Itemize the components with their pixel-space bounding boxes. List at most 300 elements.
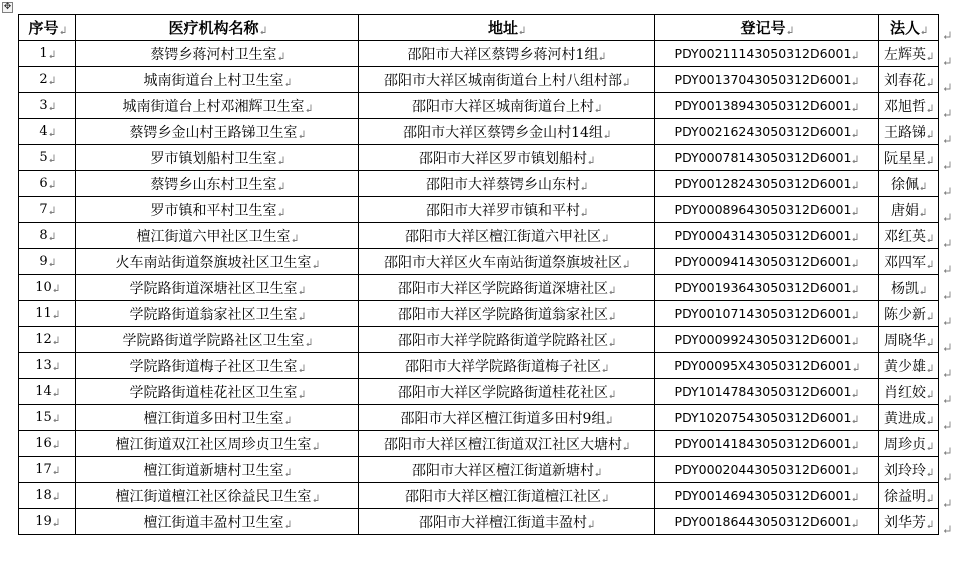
cell-serial-number[interactable]: [19, 249, 76, 275]
header-row: [19, 15, 939, 41]
cell-address[interactable]: [359, 327, 655, 353]
cell-institution-name[interactable]: [76, 223, 359, 249]
cell-registration-number[interactable]: [655, 327, 879, 353]
cell-legal-person-text: 周珍贞: [884, 436, 926, 453]
cell-end-mark-icon: [53, 518, 59, 526]
cell-address-text: 邵阳市大祥区城南街道台上村八组村部: [384, 72, 622, 89]
cell-registration-number[interactable]: [655, 145, 879, 171]
cell-registration-number-text: PDY00193643050312D6001: [674, 280, 852, 295]
cell-end-mark-icon: [927, 234, 933, 242]
cell-end-mark-icon: [609, 390, 615, 398]
cell-end-mark-icon: [285, 78, 291, 86]
header-institution-name[interactable]: [76, 15, 359, 41]
cell-registration-number-text: PDY00095X43050312D6001: [674, 358, 852, 373]
cell-address[interactable]: [359, 431, 655, 457]
cell-end-mark-icon: [53, 284, 59, 292]
cell-legal-person-text: 王路锑: [884, 124, 926, 141]
cell-serial-number[interactable]: [19, 509, 76, 535]
row-end-mark-icon: [943, 466, 951, 474]
row-end-mark-icon: [943, 414, 951, 422]
cell-legal-person[interactable]: [879, 509, 939, 535]
table-row: [19, 197, 939, 223]
cell-legal-person-text: 刘春花: [884, 72, 926, 89]
row-end-mark-icon: [943, 102, 951, 110]
cell-end-mark-icon: [581, 182, 587, 190]
cell-registration-number[interactable]: [655, 171, 879, 197]
cell-end-mark-icon: [927, 494, 933, 502]
cell-serial-number[interactable]: [19, 483, 76, 509]
header-address[interactable]: [359, 15, 655, 41]
cell-institution-name-text: 檀江街道檀江社区徐益民卫生室: [115, 488, 312, 505]
row-end-marks: [943, 14, 963, 556]
cell-end-mark-icon: [53, 492, 59, 500]
cell-serial-number-text: 10: [35, 280, 52, 295]
cell-address-text: 邵阳市大祥区火车南站街道祭旗坡社区: [384, 254, 622, 271]
cell-legal-person[interactable]: [879, 353, 939, 379]
cell-legal-person[interactable]: [879, 145, 939, 171]
table-move-handle-icon[interactable]: ✥: [3, 2, 12, 12]
cell-end-mark-icon: [602, 364, 608, 372]
cell-serial-number-text: 4: [39, 124, 48, 139]
cell-end-mark-icon: [278, 52, 284, 60]
cell-registration-number[interactable]: [655, 249, 879, 275]
cell-end-mark-icon: [49, 50, 55, 58]
cell-institution-name[interactable]: [76, 67, 359, 93]
cell-end-mark-icon: [623, 442, 629, 450]
cell-serial-number-text: 19: [35, 514, 52, 529]
cell-serial-number-text: 3: [39, 98, 48, 113]
cell-end-mark-icon: [599, 52, 605, 60]
cell-end-mark-icon: [49, 102, 55, 110]
cell-address-text: 邵阳市大祥蔡锷乡山东村: [426, 176, 580, 193]
cell-address[interactable]: [359, 145, 655, 171]
cell-institution-name-text: 檀江街道多田村卫生室: [143, 410, 284, 427]
cell-end-mark-icon: [927, 390, 933, 398]
cell-registration-number-text: PDY00137043050312D6001: [674, 72, 852, 87]
cell-institution-name-text: 蔡锷乡金山村王路锑卫生室: [129, 124, 298, 141]
cell-address[interactable]: [359, 509, 655, 535]
cell-legal-person[interactable]: [879, 405, 939, 431]
cell-institution-name[interactable]: [76, 457, 359, 483]
cell-legal-person[interactable]: [879, 171, 939, 197]
cell-registration-number[interactable]: [655, 301, 879, 327]
cell-address[interactable]: [359, 353, 655, 379]
cell-address[interactable]: [359, 93, 655, 119]
cell-address-text: 邵阳市大祥区学院路街道翁家社区: [398, 306, 608, 323]
cell-end-mark-icon: [299, 390, 305, 398]
cell-serial-number[interactable]: [19, 119, 76, 145]
cell-registration-number[interactable]: [655, 275, 879, 301]
cell-address[interactable]: [359, 301, 655, 327]
cell-end-mark-icon: [595, 468, 601, 476]
header-legal-person-text: 法人: [889, 19, 920, 37]
cell-registration-number[interactable]: [655, 509, 879, 535]
cell-institution-name[interactable]: [76, 379, 359, 405]
cell-legal-person[interactable]: [879, 119, 939, 145]
cell-institution-name-text: 火车南站街道祭旗坡社区卫生室: [115, 254, 312, 271]
cell-end-mark-icon: [852, 441, 858, 449]
cell-end-mark-icon: [927, 104, 933, 112]
cell-address[interactable]: [359, 249, 655, 275]
cell-end-mark-icon: [920, 208, 926, 216]
cell-institution-name[interactable]: [76, 171, 359, 197]
cell-end-mark-icon: [581, 208, 587, 216]
cell-serial-number-text: 8: [39, 228, 48, 243]
table-row: [19, 483, 939, 509]
row-end-mark-icon: [943, 310, 951, 318]
cell-end-mark-icon: [852, 519, 858, 527]
cell-address[interactable]: [359, 119, 655, 145]
cell-legal-person-text: 肖红姣: [884, 384, 926, 401]
cell-end-mark-icon: [285, 520, 291, 528]
cell-end-mark-icon: [927, 156, 933, 164]
table-row: [19, 379, 939, 405]
cell-legal-person-text: 黄少雄: [884, 358, 926, 375]
cell-institution-name[interactable]: [76, 353, 359, 379]
cell-end-mark-icon: [313, 494, 319, 502]
table-row: [19, 249, 939, 275]
cell-registration-number-text: PDY00020443050312D6001: [674, 462, 852, 477]
row-end-mark-icon: [943, 440, 951, 448]
cell-address-text: 邵阳市大祥学院路街道学院路社区: [398, 332, 608, 349]
header-registration-number[interactable]: [655, 15, 879, 41]
cell-end-mark-icon: [927, 130, 933, 138]
cell-serial-number[interactable]: [19, 197, 76, 223]
cell-end-mark-icon: [927, 52, 933, 60]
cell-address[interactable]: [359, 197, 655, 223]
cell-end-mark-icon: [606, 416, 612, 424]
cell-legal-person-text: 黄进成: [884, 410, 926, 427]
cell-end-mark-icon: [260, 26, 266, 34]
cell-institution-name[interactable]: [76, 431, 359, 457]
cell-end-mark-icon: [299, 364, 305, 372]
cell-serial-number[interactable]: [19, 431, 76, 457]
cell-legal-person-text: 邓四军: [884, 254, 926, 271]
table-row: [19, 431, 939, 457]
cell-address-text: 邵阳市大祥区蔡锷乡蒋河村1组: [407, 46, 599, 63]
cell-registration-number[interactable]: [655, 405, 879, 431]
cell-end-mark-icon: [852, 207, 858, 215]
cell-registration-number-text: PDY00043143050312D6001: [674, 228, 852, 243]
cell-end-mark-icon: [299, 130, 305, 138]
cell-end-mark-icon: [306, 104, 312, 112]
cell-end-mark-icon: [278, 208, 284, 216]
cell-registration-number-text: PDY10147843050312D6001: [674, 384, 852, 399]
cell-registration-number[interactable]: [655, 457, 879, 483]
cell-end-mark-icon: [927, 416, 933, 424]
cell-end-mark-icon: [588, 156, 594, 164]
cell-serial-number-text: 5: [39, 150, 48, 165]
row-end-mark-icon: [943, 336, 951, 344]
cell-registration-number[interactable]: [655, 119, 879, 145]
cell-registration-number[interactable]: [655, 93, 879, 119]
table-row: [19, 67, 939, 93]
cell-serial-number-text: 12: [35, 332, 52, 347]
cell-registration-number[interactable]: [655, 223, 879, 249]
cell-legal-person-text: 邓旭哲: [884, 98, 926, 115]
cell-legal-person[interactable]: [879, 301, 939, 327]
cell-legal-person[interactable]: [879, 275, 939, 301]
cell-end-mark-icon: [927, 260, 933, 268]
cell-end-mark-icon: [53, 310, 59, 318]
cell-end-mark-icon: [292, 234, 298, 242]
cell-registration-number-text: PDY00146943050312D6001: [674, 488, 852, 503]
table-row: [19, 275, 939, 301]
cell-institution-name-text: 罗市镇划船村卫生室: [150, 150, 277, 167]
cell-end-mark-icon: [852, 337, 858, 345]
cell-institution-name[interactable]: [76, 327, 359, 353]
cell-address-text: 邵阳市大祥区檀江街道多田村9组: [400, 410, 606, 427]
cell-legal-person[interactable]: [879, 93, 939, 119]
cell-end-mark-icon: [285, 416, 291, 424]
cell-legal-person[interactable]: [879, 379, 939, 405]
header-serial-number-text: 序号: [28, 19, 59, 37]
cell-institution-name-text: 学院路街道翁家社区卫生室: [129, 306, 298, 323]
cell-legal-person[interactable]: [879, 431, 939, 457]
table-row: [19, 41, 939, 67]
cell-address[interactable]: [359, 171, 655, 197]
cell-registration-number[interactable]: [655, 197, 879, 223]
cell-address-text: 邵阳市大祥区学院路街道深塘社区: [398, 280, 608, 297]
cell-registration-number[interactable]: [655, 353, 879, 379]
cell-serial-number-text: 17: [35, 462, 52, 477]
cell-serial-number[interactable]: [19, 457, 76, 483]
cell-end-mark-icon: [920, 182, 926, 190]
cell-end-mark-icon: [927, 338, 933, 346]
cell-end-mark-icon: [278, 156, 284, 164]
cell-registration-number-text: PDY00138943050312D6001: [674, 98, 852, 113]
cell-serial-number-text: 9: [39, 254, 48, 269]
cell-end-mark-icon: [49, 128, 55, 136]
cell-institution-name-text: 檀江街道新塘村卫生室: [143, 462, 284, 479]
row-end-mark-icon: [943, 258, 951, 266]
cell-end-mark-icon: [623, 260, 629, 268]
cell-end-mark-icon: [921, 26, 927, 34]
cell-serial-number[interactable]: [19, 405, 76, 431]
cell-end-mark-icon: [53, 440, 59, 448]
cell-end-mark-icon: [927, 312, 933, 320]
cell-end-mark-icon: [853, 363, 859, 371]
cell-address[interactable]: [359, 275, 655, 301]
cell-legal-person-text: 徐益明: [884, 488, 926, 505]
cell-serial-number-text: 1: [39, 46, 48, 61]
table-row: [19, 145, 939, 171]
cell-end-mark-icon: [53, 466, 59, 474]
cell-address[interactable]: [359, 379, 655, 405]
cell-registration-number-text: PDY10207543050312D6001: [674, 410, 852, 425]
cell-legal-person[interactable]: [879, 223, 939, 249]
header-address-text: 地址: [487, 19, 518, 37]
cell-registration-number[interactable]: [655, 431, 879, 457]
cell-legal-person[interactable]: [879, 41, 939, 67]
table-row: [19, 301, 939, 327]
cell-institution-name[interactable]: [76, 93, 359, 119]
header-registration-number-text: 登记号: [740, 19, 786, 37]
row-end-mark-icon: [943, 154, 951, 162]
cell-end-mark-icon: [602, 234, 608, 242]
cell-legal-person[interactable]: [879, 249, 939, 275]
cell-serial-number[interactable]: [19, 327, 76, 353]
cell-end-mark-icon: [53, 414, 59, 422]
cell-address[interactable]: [359, 67, 655, 93]
cell-end-mark-icon: [852, 77, 858, 85]
cell-institution-name[interactable]: [76, 197, 359, 223]
cell-institution-name[interactable]: [76, 275, 359, 301]
cell-registration-number[interactable]: [655, 67, 879, 93]
cell-institution-name-text: 城南街道台上村邓湘辉卫生室: [122, 98, 305, 115]
cell-address-text: 邵阳市大祥区罗市镇划船村: [419, 150, 587, 167]
cell-registration-number-text: PDY00211143050312D6001: [674, 46, 852, 61]
cell-end-mark-icon: [852, 155, 858, 163]
cell-institution-name-text: 蔡锷乡山东村卫生室: [150, 176, 277, 193]
cell-serial-number[interactable]: [19, 171, 76, 197]
cell-end-mark-icon: [313, 442, 319, 450]
cell-serial-number[interactable]: [19, 67, 76, 93]
cell-end-mark-icon: [852, 389, 858, 397]
cell-serial-number-text: 15: [35, 410, 52, 425]
cell-serial-number-text: 13: [35, 358, 52, 373]
cell-end-mark-icon: [852, 311, 858, 319]
table-row: [19, 509, 939, 535]
cell-end-mark-icon: [609, 338, 615, 346]
cell-institution-name[interactable]: [76, 249, 359, 275]
cell-end-mark-icon: [927, 364, 933, 372]
cell-end-mark-icon: [53, 362, 59, 370]
cell-end-mark-icon: [588, 520, 594, 528]
header-legal-person[interactable]: [879, 15, 939, 41]
cell-end-mark-icon: [49, 232, 55, 240]
cell-address-text: 邵阳市大祥区学院路街道桂花社区: [398, 384, 608, 401]
cell-end-mark-icon: [852, 103, 858, 111]
cell-address[interactable]: [359, 41, 655, 67]
cell-end-mark-icon: [609, 312, 615, 320]
cell-institution-name[interactable]: [76, 405, 359, 431]
header-serial-number[interactable]: [19, 15, 76, 41]
cell-address-text: 邵阳市大祥区檀江街道新塘村: [412, 462, 594, 479]
cell-end-mark-icon: [60, 26, 66, 34]
table-row: [19, 405, 939, 431]
table-row: [19, 119, 939, 145]
cell-serial-number[interactable]: [19, 145, 76, 171]
cell-address[interactable]: [359, 483, 655, 509]
row-end-mark-icon: [943, 284, 951, 292]
cell-legal-person-text: 周晓华: [884, 332, 926, 349]
cell-institution-name-text: 学院路街道学院路社区卫生室: [122, 332, 305, 349]
cell-end-mark-icon: [609, 286, 615, 294]
cell-serial-number[interactable]: [19, 41, 76, 67]
cell-end-mark-icon: [852, 129, 858, 137]
cell-end-mark-icon: [852, 467, 858, 475]
cell-legal-person-text: 徐佩: [891, 176, 919, 193]
cell-institution-name-text: 学院路街道深塘社区卫生室: [129, 280, 298, 297]
cell-end-mark-icon: [299, 312, 305, 320]
cell-institution-name-text: 檀江街道双江社区周珍贞卫生室: [115, 436, 312, 453]
cell-end-mark-icon: [927, 468, 933, 476]
cell-institution-name-text: 蔡锷乡蒋河村卫生室: [150, 46, 277, 63]
cell-end-mark-icon: [299, 286, 305, 294]
cell-address[interactable]: [359, 223, 655, 249]
cell-end-mark-icon: [49, 76, 55, 84]
cell-institution-name-text: 学院路街道桂花社区卫生室: [129, 384, 298, 401]
cell-serial-number[interactable]: [19, 93, 76, 119]
cell-address[interactable]: [359, 457, 655, 483]
row-end-mark-icon: [943, 518, 951, 526]
cell-end-mark-icon: [306, 338, 312, 346]
cell-serial-number[interactable]: [19, 223, 76, 249]
cell-registration-number[interactable]: [655, 379, 879, 405]
cell-institution-name[interactable]: [76, 119, 359, 145]
cell-registration-number[interactable]: [655, 41, 879, 67]
cell-end-mark-icon: [852, 233, 858, 241]
row-end-mark-icon: [943, 180, 951, 188]
row-end-mark-icon: [943, 128, 951, 136]
cell-end-mark-icon: [53, 336, 59, 344]
cell-legal-person-text: 刘华芳: [884, 514, 926, 531]
cell-serial-number-text: 7: [39, 202, 48, 217]
cell-serial-number-text: 18: [35, 488, 52, 503]
cell-end-mark-icon: [285, 468, 291, 476]
cell-address-text: 邵阳市大祥学院路街道梅子社区: [405, 358, 601, 375]
cell-registration-number-text: PDY00128243050312D6001: [674, 176, 852, 191]
cell-serial-number[interactable]: [19, 275, 76, 301]
cell-registration-number[interactable]: [655, 483, 879, 509]
cell-end-mark-icon: [278, 182, 284, 190]
cell-serial-number-text: 6: [39, 176, 48, 191]
cell-address-text: 邵阳市大祥区檀江街道檀江社区: [405, 488, 601, 505]
cell-registration-number-text: PDY00099243050312D6001: [674, 332, 852, 347]
row-end-mark-icon: [943, 492, 951, 500]
cell-serial-number-text: 14: [35, 384, 52, 399]
cell-end-mark-icon: [49, 258, 55, 266]
cell-registration-number-text: PDY00186443050312D6001: [674, 514, 852, 529]
cell-legal-person-text: 陈少新: [884, 306, 926, 323]
cell-institution-name[interactable]: [76, 483, 359, 509]
row-end-mark-icon: [943, 50, 951, 58]
cell-institution-name-text: 城南街道台上村卫生室: [143, 72, 284, 89]
cell-registration-number-text: PDY00107143050312D6001: [674, 306, 852, 321]
cell-legal-person-text: 杨凯: [891, 280, 919, 297]
cell-legal-person-text: 邓红英: [884, 228, 926, 245]
cell-registration-number-text: PDY00216243050312D6001: [674, 124, 852, 139]
cell-address-text: 邵阳市大祥罗市镇和平村: [426, 202, 580, 219]
cell-registration-number-text: PDY00089643050312D6001: [674, 202, 852, 217]
cell-legal-person-text: 唐娟: [891, 202, 919, 219]
cell-serial-number[interactable]: [19, 353, 76, 379]
table-body: [19, 41, 939, 535]
cell-serial-number[interactable]: [19, 379, 76, 405]
row-end-mark-icon: [943, 388, 951, 396]
cell-serial-number[interactable]: [19, 301, 76, 327]
cell-legal-person[interactable]: [879, 457, 939, 483]
cell-end-mark-icon: [927, 78, 933, 86]
cell-end-mark-icon: [852, 181, 858, 189]
cell-end-mark-icon: [604, 130, 610, 138]
cell-legal-person-text: 刘玲玲: [884, 462, 926, 479]
cell-legal-person[interactable]: [879, 67, 939, 93]
cell-end-mark-icon: [852, 493, 858, 501]
cell-address[interactable]: [359, 405, 655, 431]
cell-legal-person[interactable]: [879, 197, 939, 223]
cell-institution-name[interactable]: [76, 509, 359, 535]
cell-institution-name[interactable]: [76, 145, 359, 171]
row-end-mark-icon: [943, 24, 951, 32]
cell-legal-person[interactable]: [879, 483, 939, 509]
cell-institution-name[interactable]: [76, 41, 359, 67]
header-institution-name-text: 医疗机构名称: [168, 19, 259, 37]
cell-institution-name[interactable]: [76, 301, 359, 327]
cell-registration-number-text: PDY00094143050312D6001: [674, 254, 852, 269]
cell-legal-person[interactable]: [879, 327, 939, 353]
